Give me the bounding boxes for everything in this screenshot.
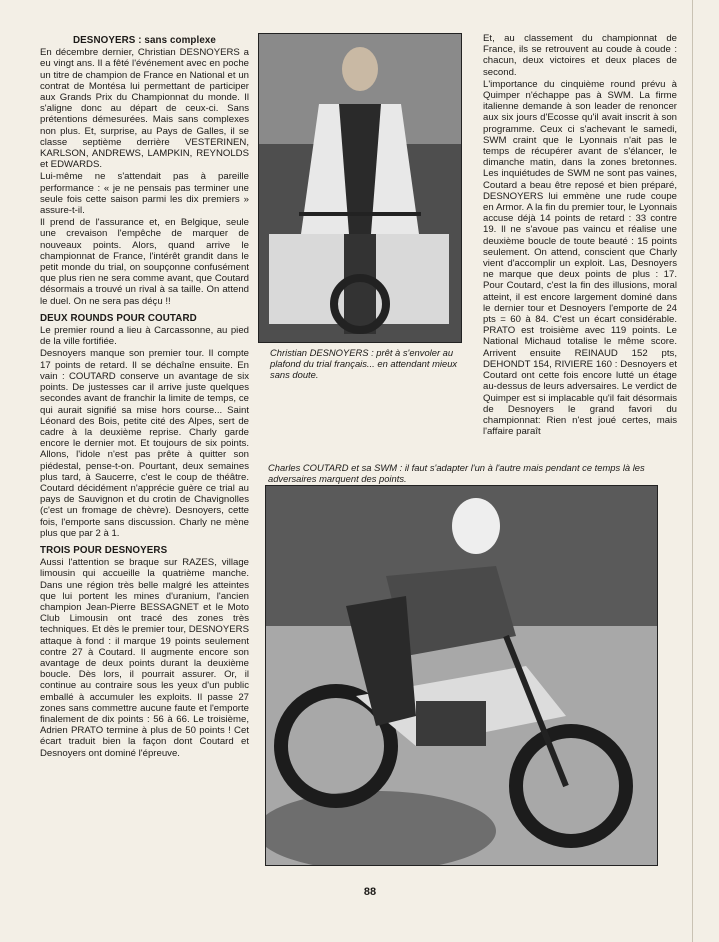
paragraph: Desnoyers manque son premier tour. Il compte 17 points de retard. Il se déchaîne ensuite. En vain : COUTARD conserve un avantage de six points. De justesses car il arrive juste quelques secondes avant de franchir la limite de temps, ce qui aurait signifié sa mise hors course... Saint Léonard des Bois, petite cité des Alpes, sert de cadre à la deuxième reprise. Charly garde encore le dernier mot. Et toujours de six points. Allons, l'idole n'est pas prête à quitter son piédestal, pense-t-on. Pourtant, deux semaines plus tard, à Saucerre, c'est le coup de théâtre. Coutard décidément n'apprécie guère ce trial au pays de Sauvignon et du crotin de Chavignolles (c'est un fromage de chèvre). Desnoyers, cette fois, l'emporte sans discussion. Charly ne mène plus que par 2 à 1. [40, 348, 249, 539]
rider-portrait-photo [258, 33, 462, 343]
paragraph: L'importance du cinquième round prévu à Quimper n'échappe pas à SWM. La firme italienne demande à son leader de renoncer aux six jours d'Ecosse qu'il avait inscrit à son programme. Ceux ci s'achevant le samedi, SWM craint que le Lyonnais n'ait pas le temps de récupérer avant de s'élancer, le dimanche matin, dans la zones bretonnes. Les inquiétudes de SWM ne sont pas vaines, Coutard a beau être reposé et bien préparé, DESNOYERS lui emmène une rude coupe en Armor. A la fin du premier tour, le Lyonnais accuse déjà 14 points de retard : 33 contre 19. Il ne s'avoue pas vaincu et réalise une deuxième boucle de toute beauté : 15 points seulement. On attend, conscient que Charly vient d'accomplir un exploit. Las, Desnoyers ne marque que deux points de plus : 17. Pour Coutard, c'est la fin des illusions, moral atteint, il est encore largement dominé dans le dernier tour et Desnoyers l'emporte de 24 pts = 60 à 84. C'est un écart considérable. PRATO est troisième avec 119 points. Le National Michaud totalise le même score. Arrivent ensuite REINAUD 152 pts, DEHONDT 154, RIVIERE 160 : Desnoyers et Coutard ont cette fois encore lutté un étage au-dessus de leurs adversaires. Le verdict de Quimper est si implacable qu'il fait désormais de Desnoyers le grand favori du championnat: Rien n'est joué certes, mais l'affaire paraît [483, 78, 677, 438]
photo-caption-bottom: Charles COUTARD et sa SWM : il faut s'adapter l'un à l'autre mais pendant ce temps là les adversaires marquent des points. [268, 462, 645, 484]
paragraph: Il prend de l'assurance et, en Belgique, seule une crevaison l'empêche de marquer de nouveaux points. Alors, quand arrive le championnat de France, l'intérêt grandit dans le petit monde du trial, on soupçonne confusément que plus rien ne sera comme avant, que Coutard désormais a trouvé un rival à sa taille. On attend le duel. On ne sera pas déçu !! [40, 217, 249, 307]
section-heading-desnoyers: DESNOYERS : sans complexe [73, 35, 216, 46]
paragraph: Le premier round a lieu à Carcassonne, au pied de la ville fortifiée. [40, 325, 249, 348]
paragraph: Aussi l'attention se braque sur RAZES, village limousin qui accueille la quatrième manche. Dans une région très belle malgré les atteintes que lui portent les mines d'uranium, l'ancien champion Jean-Pierre BESSAGNET et le Moto Club Limousin ont tracé des zones très techniques. Et dès le premier tour, DESNOYERS attaque à fond : il marque 19 points seulement contre 27 à Coutard. Il augmente encore son avantage de deux points durant la deuxième boucle. Dès lors, il pourrait assurer. Or, il continue au contraire sous les yeux d'un public emballé à accumuler les exploits. Il passe 27 zones sans commettre aucune faute et l'emporte finalement de dix points : 56 à 66. Le troisième, Adrien PRATO termine à plus de 50 points ! Cet écart traduit bien la façon dont Coutard et Desnoyers ont dominé l'épreuve. [40, 557, 249, 759]
page-fold-line [692, 0, 693, 942]
paragraph: Lui-même ne s'attendait pas à pareille performance : « je ne pensais pas terminer une seule fois cette saison parmi les dix premiers » assure-t-il. [40, 171, 249, 217]
paragraph: Et, au classement du championnat de France, ils se retrouvent au coude à coude : chacun, deux victoires et deux places de second. [483, 33, 677, 78]
section-heading-deux-rounds: DEUX ROUNDS POUR COUTARD [40, 312, 197, 324]
left-text-column [40, 35, 249, 760]
rider-portrait-illustration [259, 34, 461, 342]
photo-caption-top: Christian DESNOYERS : prêt à s'envoler au plafond du trial français... en attendant mieux sans doute. [270, 347, 458, 380]
paragraph: En décembre dernier, Christian DESNOYERS a eu vingt ans. Il a fêté l'événement avec en poche un titre de champion de France en National et un contrat de Montésa lui permettant de participer aux Grands Prix du Championnat du monde. Il s'aligne donc au départ de ceux-ci. Sans prétentions démesurées. Mais sans complexes non plus. Et, surprise, au Pays de Galles, il se classe septième derrière VESTERINEN, KARLSON, ANDREWS, LAMPKIN, REYNOLDS et EDWARDS. [40, 47, 249, 171]
page-number: 88 [363, 886, 377, 898]
section-heading-trois: TROIS POUR DESNOYERS [40, 544, 168, 556]
trial-motorcycle-photo [265, 485, 658, 866]
trial-motorcycle-illustration [266, 486, 657, 865]
right-text-column [483, 33, 677, 438]
